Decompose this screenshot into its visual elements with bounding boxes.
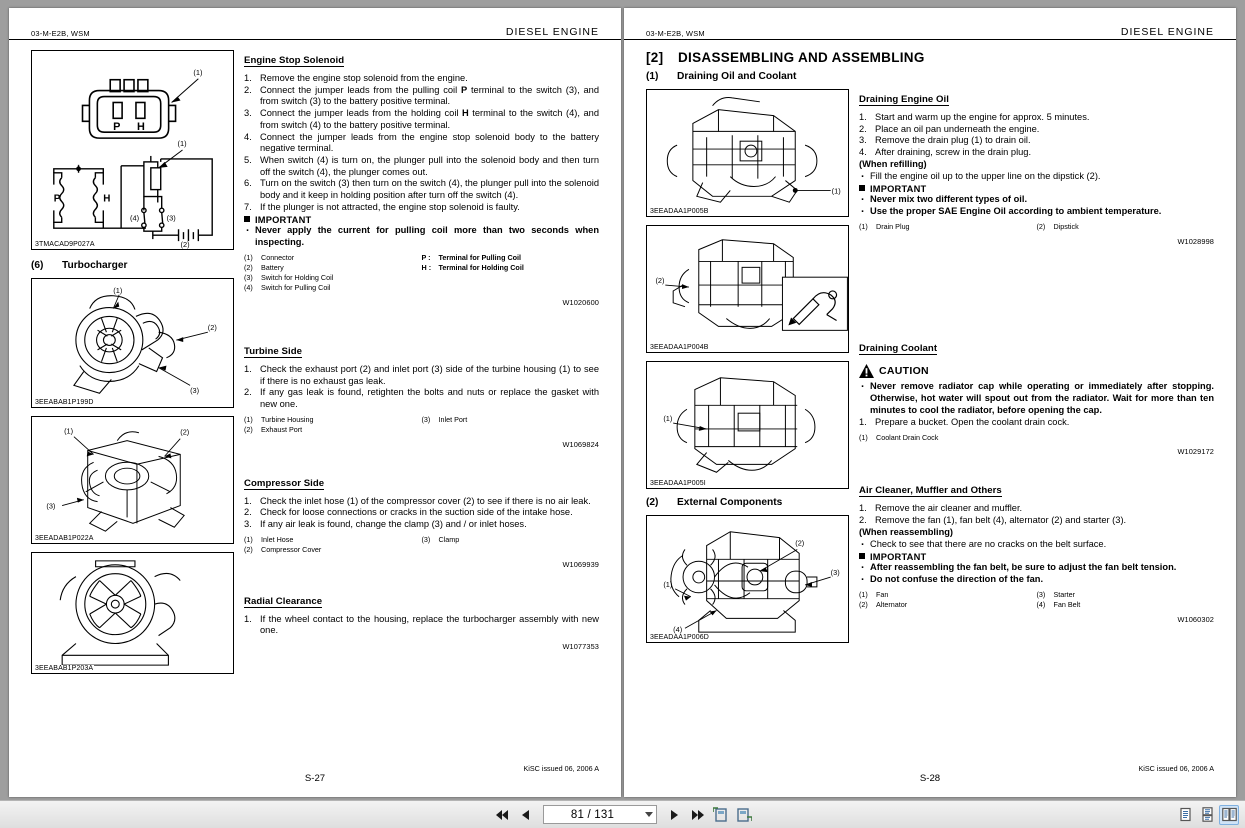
legend-value: Switch for Holding Coil bbox=[261, 273, 334, 283]
legend-key: (1) bbox=[244, 414, 253, 424]
list-item bbox=[244, 614, 599, 637]
step-number: 3. bbox=[859, 135, 867, 146]
list-item: · Never mix two different types of oil. bbox=[859, 194, 1214, 206]
svg-text:(4): (4) bbox=[673, 625, 683, 635]
svg-text:(2): (2) bbox=[655, 276, 665, 286]
figure-caption: 3EEABAB1P199D bbox=[35, 399, 94, 406]
steps-list bbox=[244, 496, 599, 531]
step-text: Connect the jumper leads from the pulling coil P terminal to the switch (3), and from switch (3) to the battery positive terminal. bbox=[260, 84, 599, 107]
legend-key: (3) bbox=[1036, 590, 1046, 600]
chapter-heading bbox=[624, 50, 1236, 65]
list-item bbox=[244, 496, 599, 508]
block-engine-stop-solenoid bbox=[244, 50, 599, 307]
legend-col-left bbox=[244, 415, 422, 435]
list-item bbox=[244, 73, 599, 85]
step-text: Check the inlet hose (1) of the compressor cover (2) to see if there is no air leak. bbox=[260, 495, 591, 506]
legend-col-left bbox=[859, 433, 1037, 443]
step-text: Place an oil pan underneath the engine. bbox=[875, 123, 1040, 134]
page-number-field[interactable] bbox=[543, 805, 657, 824]
important-heading: IMPORTANT bbox=[859, 184, 1214, 194]
legend-item bbox=[422, 263, 600, 273]
legend-col-right bbox=[1037, 590, 1215, 610]
important-list bbox=[859, 562, 1214, 586]
chapter-number: [2] bbox=[646, 50, 664, 65]
list-item bbox=[244, 132, 599, 155]
block-title: Radial Clearance bbox=[244, 595, 323, 607]
figure-engine-stop-solenoid bbox=[31, 50, 234, 250]
block-draining-coolant bbox=[859, 338, 1214, 456]
figure-dipstick bbox=[646, 225, 849, 353]
section-title: Turbocharger bbox=[62, 260, 128, 271]
legend-value: Exhaust Port bbox=[261, 424, 303, 434]
legend-key: (4) bbox=[1036, 600, 1046, 610]
svg-text:(4): (4) bbox=[130, 213, 140, 223]
svg-text:(3): (3) bbox=[830, 568, 840, 578]
legend-col-right bbox=[1037, 222, 1215, 232]
svg-text:(1): (1) bbox=[663, 414, 673, 424]
viewer-toolbar bbox=[0, 800, 1245, 828]
section-number: (1) bbox=[646, 71, 659, 82]
legend bbox=[859, 590, 1214, 610]
legend-key: (1) bbox=[859, 590, 868, 600]
step-number: 1. bbox=[859, 416, 867, 427]
radial-clearance-illustration bbox=[32, 553, 233, 673]
list-item bbox=[244, 85, 599, 108]
when-refilling-label: (When refilling) bbox=[859, 158, 927, 169]
figure-engine-oil-drain bbox=[646, 89, 849, 217]
left-text-column bbox=[244, 50, 599, 682]
legend bbox=[244, 253, 599, 293]
legend-col-left bbox=[244, 535, 422, 555]
svg-text:(2): (2) bbox=[207, 323, 217, 333]
step-text: If any gas leak is found, retighten the bolts and nuts or replace the gasket with new one. bbox=[260, 387, 599, 410]
previous-page-button[interactable] bbox=[515, 805, 535, 825]
legend-col-right bbox=[422, 535, 600, 555]
legend-item bbox=[422, 535, 600, 545]
legend-value: Inlet Port bbox=[438, 414, 468, 424]
figure-caption: 3EEABAB1P203A bbox=[35, 665, 94, 672]
step-number: 2. bbox=[244, 84, 252, 95]
warning-triangle-icon bbox=[859, 364, 874, 378]
right-text-column bbox=[859, 89, 1214, 651]
block-air-cleaner-muffler bbox=[859, 480, 1214, 624]
step-number: 2. bbox=[859, 515, 867, 526]
square-bullet-icon bbox=[859, 553, 865, 559]
step-number: 4. bbox=[244, 131, 252, 142]
legend-key: (2) bbox=[859, 600, 868, 610]
legend-item bbox=[859, 600, 1037, 610]
legend-key: (3) bbox=[244, 273, 253, 283]
steps-list bbox=[859, 503, 1214, 526]
section-turbocharger bbox=[31, 260, 234, 271]
list-item bbox=[859, 503, 1214, 515]
legend-key: (2) bbox=[244, 424, 253, 434]
important-list bbox=[859, 194, 1214, 218]
square-bullet-icon bbox=[244, 216, 250, 222]
toolbar-navigation-group bbox=[492, 805, 754, 825]
legend-key: (1) bbox=[244, 534, 253, 544]
step-number: 1. bbox=[244, 495, 252, 506]
header-title: DIESEL ENGINE bbox=[505, 26, 599, 38]
kisc-issue: KiSC issued 06, 2006 A bbox=[1138, 764, 1214, 773]
when-reassembling-label: (When reassembling) bbox=[859, 526, 954, 537]
legend-item bbox=[244, 545, 422, 555]
step-text: Start and warm up the engine for approx. 5 minutes. bbox=[875, 112, 1090, 122]
step-number: 1. bbox=[859, 112, 867, 122]
steps-list bbox=[859, 417, 1214, 429]
step-text: If the plunger is not attracted, the engine stop solenoid is faulty. bbox=[260, 201, 520, 212]
svg-text:(1): (1) bbox=[64, 426, 74, 436]
step-text: Remove the air cleaner and muffler. bbox=[875, 503, 1023, 514]
list-item bbox=[244, 108, 599, 131]
legend-value: Fan Belt bbox=[1053, 600, 1081, 610]
page-number: S-27 bbox=[304, 773, 326, 784]
svg-text:(2): (2) bbox=[795, 538, 805, 548]
block-draining-engine-oil bbox=[859, 89, 1214, 246]
legend-col-left bbox=[859, 590, 1037, 610]
compressor-illustration bbox=[32, 417, 233, 543]
figure-caption: 3TMACAD9P027A bbox=[35, 241, 95, 248]
legend-value: Battery bbox=[261, 263, 284, 273]
list-item bbox=[244, 507, 599, 519]
legend-value: Starter bbox=[1053, 590, 1076, 600]
list-item bbox=[859, 147, 1214, 159]
header-title: DIESEL ENGINE bbox=[1120, 26, 1214, 38]
external-components-illustration bbox=[647, 516, 848, 642]
list-item: · Fill the engine oil up to the upper line on the dipstick (2). bbox=[859, 171, 1214, 183]
legend-key: (2) bbox=[1036, 222, 1046, 232]
engine-oil-drain-illustration bbox=[647, 90, 848, 216]
chapter-title: DISASSEMBLING AND ASSEMBLING bbox=[678, 50, 925, 65]
figure-caption: 3EEADAA1P006D bbox=[650, 634, 709, 641]
list-item bbox=[244, 178, 599, 201]
figure-external-components bbox=[646, 515, 849, 643]
section-number: (2) bbox=[646, 497, 659, 508]
chevron-down-icon[interactable] bbox=[642, 806, 656, 823]
legend-key: (1) bbox=[859, 432, 868, 442]
legend-col-right bbox=[1037, 433, 1215, 443]
page-number-value: 81 / 131 bbox=[570, 808, 615, 821]
svg-text:H: H bbox=[136, 121, 145, 134]
legend-value: Terminal for Holding Coil bbox=[438, 263, 524, 273]
legend bbox=[244, 415, 599, 435]
list-item bbox=[859, 417, 1214, 429]
step-text: If any air leak is found, change the clamp (3) and / or inlet hoses. bbox=[260, 519, 527, 530]
step-number: 6. bbox=[244, 178, 252, 189]
facing-pages-view-button[interactable] bbox=[1219, 805, 1239, 825]
legend-item bbox=[244, 415, 422, 425]
last-page-button[interactable] bbox=[688, 805, 708, 825]
legend-item bbox=[422, 253, 600, 263]
section-number: (6) bbox=[31, 260, 44, 271]
step-number: 7. bbox=[244, 201, 252, 212]
legend-value: Alternator bbox=[876, 600, 908, 610]
legend-item bbox=[422, 415, 600, 425]
svg-text:(1): (1) bbox=[831, 186, 841, 196]
svg-text:(2): (2) bbox=[180, 427, 190, 437]
legend-value: Connector bbox=[261, 253, 295, 263]
legend-col-left bbox=[859, 222, 1037, 232]
legend-item bbox=[859, 433, 1037, 443]
svg-text:(3): (3) bbox=[46, 501, 56, 511]
work-reference: W1028998 bbox=[1177, 237, 1214, 247]
legend-value: Dipstick bbox=[1053, 222, 1079, 232]
dipstick-illustration bbox=[647, 226, 848, 352]
list-item bbox=[244, 519, 599, 531]
svg-text:P: P bbox=[53, 193, 61, 205]
legend-col-right bbox=[422, 253, 600, 293]
page-right bbox=[624, 8, 1236, 797]
caution-label: CAUTION bbox=[879, 365, 929, 378]
step-text: Prepare a bucket. Open the coolant drain cock. bbox=[875, 416, 1070, 427]
list-item: · Do not confuse the direction of the fan. bbox=[859, 574, 1214, 586]
header-doc-code: 03-M-E2B, WSM bbox=[31, 29, 90, 38]
reassemble-list bbox=[859, 539, 1214, 551]
legend-key: H : bbox=[421, 263, 432, 273]
page-header-left bbox=[9, 26, 621, 40]
steps-list bbox=[244, 614, 599, 637]
work-reference: W1069824 bbox=[562, 439, 599, 449]
legend-item bbox=[859, 222, 1037, 232]
important-heading: IMPORTANT bbox=[244, 215, 599, 225]
svg-text:(2): (2) bbox=[180, 240, 190, 249]
list-item bbox=[859, 112, 1214, 124]
legend-key: (3) bbox=[421, 534, 431, 544]
list-item bbox=[859, 135, 1214, 147]
block-title: Engine Stop Solenoid bbox=[244, 55, 345, 66]
figure-caption: 3EEADAA1P005I bbox=[650, 480, 706, 487]
list-item: · Never apply the current for pulling coil more than two seconds when inspecting. bbox=[244, 225, 599, 249]
page-left bbox=[9, 8, 621, 797]
step-text: If the wheel contact to the housing, replace the turbocharger assembly with new one. bbox=[260, 613, 599, 636]
svg-text:(1): (1) bbox=[663, 579, 673, 589]
legend-item bbox=[244, 253, 422, 263]
legend-key: (1) bbox=[244, 253, 253, 263]
figure-coolant-drain bbox=[646, 361, 849, 489]
list-item bbox=[244, 202, 599, 214]
left-page-columns bbox=[9, 50, 621, 682]
legend-item bbox=[244, 535, 422, 545]
list-item: · Use the proper SAE Engine Oil according to ambient temperature. bbox=[859, 206, 1214, 218]
refill-list bbox=[859, 171, 1214, 183]
figure-radial-clearance bbox=[31, 552, 234, 674]
step-text: Remove the fan (1), fan belt (4), alternator (2) and starter (3). bbox=[875, 515, 1127, 526]
turbine-illustration bbox=[32, 279, 233, 407]
block-title: Draining Engine Oil bbox=[859, 94, 949, 105]
legend-key: (3) bbox=[421, 414, 431, 424]
legend-key: (2) bbox=[244, 263, 253, 273]
step-number: 4. bbox=[859, 147, 867, 158]
steps-list bbox=[859, 112, 1214, 159]
svg-text:H: H bbox=[103, 193, 111, 205]
block-title: Draining Coolant bbox=[859, 343, 938, 355]
list-item bbox=[244, 387, 599, 410]
legend bbox=[244, 535, 599, 555]
list-item: · After reassembling the fan belt, be sure to adjust the fan belt tension. bbox=[859, 562, 1214, 574]
step-text: Connect the jumper leads from the engine stop solenoid body to the battery negative terminal. bbox=[260, 131, 599, 154]
caution-list bbox=[859, 381, 1214, 417]
figure-caption: 3EEADAB1P022A bbox=[35, 535, 94, 542]
svg-text:P: P bbox=[113, 121, 121, 134]
caution-heading bbox=[859, 364, 1214, 378]
section-external-components bbox=[646, 497, 849, 508]
step-number: 1. bbox=[244, 613, 252, 624]
list-item: · Never remove radiator cap while operating or immediately after stopping. Otherwise, hot water will spout out from the radiator. Wait for more than ten minutes to cool the radiator, before opening the cap. bbox=[859, 381, 1214, 417]
step-text: Remove the engine stop solenoid from the engine. bbox=[260, 73, 468, 83]
section-draining-oil-coolant bbox=[624, 71, 1236, 82]
left-figure-column bbox=[31, 50, 234, 682]
legend-value: Inlet Hose bbox=[261, 534, 294, 544]
step-number: 1. bbox=[244, 73, 252, 83]
step-text: Check for loose connections or cracks in the suction side of the intake hose. bbox=[260, 507, 573, 518]
solenoid-diagram bbox=[32, 51, 233, 249]
legend-key: (2) bbox=[244, 544, 253, 554]
step-text: When switch (4) is turn on, the plunger pull into the solenoid body and then turn off the switch (4), the plunger comes out. bbox=[260, 154, 599, 177]
legend-item bbox=[1037, 600, 1215, 610]
step-number: 2. bbox=[859, 123, 867, 134]
legend-item bbox=[244, 425, 422, 435]
continuous-view-button[interactable] bbox=[1197, 805, 1217, 825]
right-figure-column bbox=[646, 89, 849, 651]
svg-text:(1): (1) bbox=[193, 67, 203, 77]
legend-item bbox=[1037, 222, 1215, 232]
legend-value: Drain Plug bbox=[876, 222, 910, 232]
svg-text:(1): (1) bbox=[113, 285, 123, 295]
work-reference: W1077353 bbox=[562, 642, 599, 652]
block-title: Air Cleaner, Muffler and Others bbox=[859, 485, 1002, 497]
figure-caption: 3EEADAA1P004B bbox=[650, 344, 709, 351]
steps-list bbox=[244, 73, 599, 213]
single-page-view-button[interactable] bbox=[1175, 805, 1195, 825]
page-number: S-28 bbox=[919, 773, 941, 784]
work-reference: W1029172 bbox=[1177, 447, 1214, 457]
legend bbox=[859, 433, 1214, 443]
legend-item bbox=[859, 590, 1037, 600]
block-title: Turbine Side bbox=[244, 345, 302, 357]
section-title: External Components bbox=[677, 497, 783, 508]
legend-item bbox=[244, 273, 422, 283]
svg-text:(3): (3) bbox=[166, 213, 176, 223]
figure-compressor bbox=[31, 416, 234, 544]
legend-value: Turbine Housing bbox=[261, 414, 314, 424]
legend-key: (4) bbox=[244, 283, 253, 293]
step-number: 2. bbox=[244, 387, 252, 398]
block-radial-clearance bbox=[244, 591, 599, 651]
work-reference: W1060302 bbox=[1177, 615, 1214, 625]
page-header-right bbox=[624, 26, 1236, 40]
square-bullet-icon bbox=[859, 185, 865, 191]
legend-col-right bbox=[422, 415, 600, 435]
fit-page-button[interactable] bbox=[711, 805, 731, 825]
list-item bbox=[244, 364, 599, 387]
svg-text:(3): (3) bbox=[190, 386, 200, 396]
toolbar-view-mode-group bbox=[1175, 805, 1239, 825]
block-compressor-side bbox=[244, 473, 599, 569]
kisc-issue: KiSC issued 06, 2006 A bbox=[523, 764, 599, 773]
block-turbine-side bbox=[244, 341, 599, 449]
header-doc-code: 03-M-E2B, WSM bbox=[646, 29, 705, 38]
step-text: Turn on the switch (3) then turn on the switch (4), the plunger pull into the solenoid body and it keep in holding position after turn off the switch (4). bbox=[260, 178, 599, 201]
section-title: Draining Oil and Coolant bbox=[677, 71, 797, 82]
figure-turbine bbox=[31, 278, 234, 408]
steps-list bbox=[244, 364, 599, 411]
work-reference: W1069939 bbox=[562, 559, 599, 569]
step-number: 1. bbox=[859, 503, 867, 514]
legend-value: Clamp bbox=[438, 534, 460, 544]
step-text: Check the exhaust port (2) and inlet port (3) side of the turbine housing (1) to see if there is no exhaust gas leak. bbox=[260, 363, 599, 386]
work-reference: W1020600 bbox=[562, 297, 599, 307]
step-number: 2. bbox=[244, 507, 252, 518]
legend-value: Switch for Pulling Coil bbox=[261, 283, 331, 293]
step-text: Connect the jumper leads from the holding coil H terminal to the switch (4), and from switch (4) to the battery positive terminal. bbox=[260, 108, 600, 130]
list-item bbox=[244, 155, 599, 178]
important-heading: IMPORTANT bbox=[859, 552, 1214, 562]
svg-text:(1): (1) bbox=[177, 139, 187, 149]
block-title: Compressor Side bbox=[244, 477, 325, 489]
legend bbox=[859, 222, 1214, 232]
legend-key: P : bbox=[421, 253, 431, 263]
first-page-button[interactable] bbox=[492, 805, 512, 825]
step-number: 3. bbox=[244, 519, 252, 530]
figure-caption: 3EEADAA1P005B bbox=[650, 208, 709, 215]
legend-col-left bbox=[244, 253, 422, 293]
legend-value: Compressor Cover bbox=[261, 544, 322, 554]
coolant-drain-illustration bbox=[647, 362, 848, 488]
list-item bbox=[859, 515, 1214, 527]
legend-value: Fan bbox=[876, 590, 889, 600]
step-number: 3. bbox=[244, 108, 252, 119]
step-number: 1. bbox=[244, 363, 252, 374]
step-text: Remove the drain plug (1) to drain oil. bbox=[875, 135, 1031, 146]
legend-key: (1) bbox=[859, 222, 868, 232]
fit-width-button[interactable] bbox=[734, 805, 754, 825]
next-page-button[interactable] bbox=[665, 805, 685, 825]
legend-item bbox=[244, 263, 422, 273]
list-item bbox=[859, 124, 1214, 136]
step-number: 5. bbox=[244, 154, 252, 165]
right-page-columns bbox=[624, 89, 1236, 651]
legend-value: Coolant Drain Cock bbox=[876, 432, 939, 442]
legend-item bbox=[244, 283, 422, 293]
important-list bbox=[244, 225, 599, 249]
step-text: After draining, screw in the drain plug. bbox=[875, 147, 1032, 158]
legend-value: Terminal for Pulling Coil bbox=[438, 253, 522, 263]
legend-item bbox=[1037, 590, 1215, 600]
list-item: · Check to see that there are no cracks on the belt surface. bbox=[859, 539, 1214, 551]
